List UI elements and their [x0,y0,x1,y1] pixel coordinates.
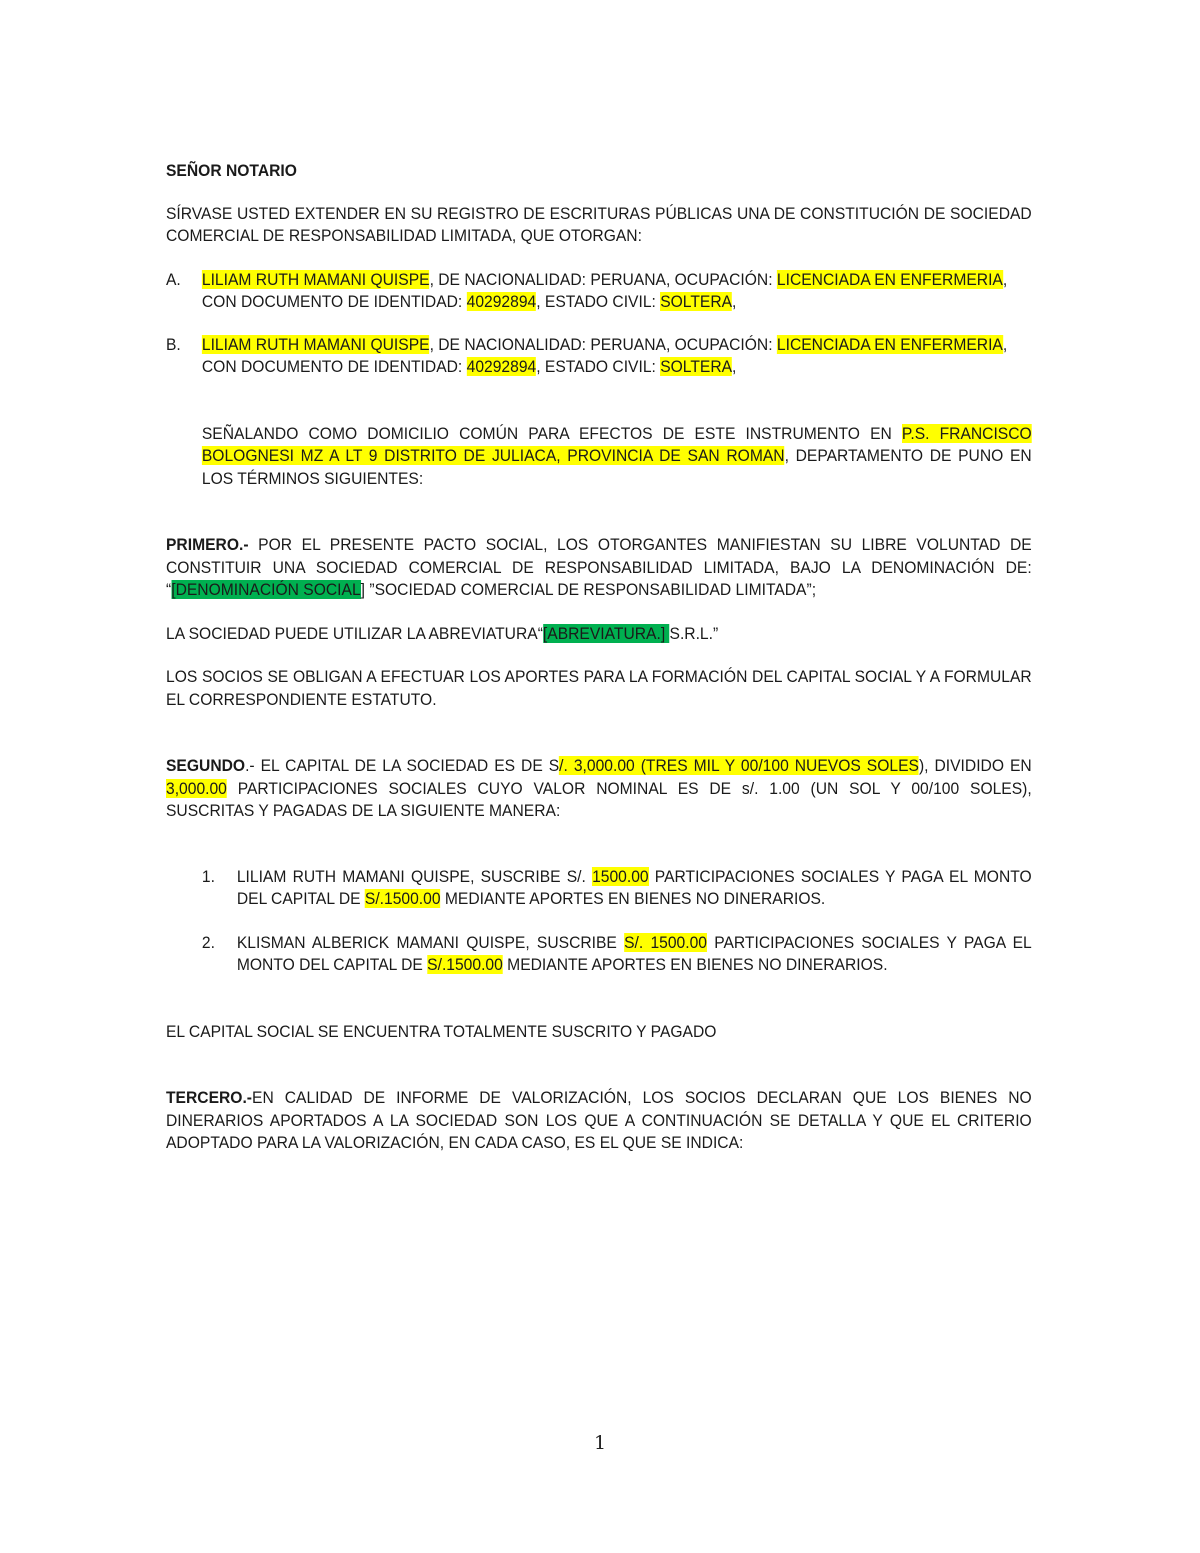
abreviatura-paragraph: LA SOCIEDAD PUEDE UTILIZAR LA ABREVIATURA“[ABREVIATURA.] S.R.L.” [166,623,719,643]
socios-paragraph: LOS SOCIOS SE OBLIGAN A EFECTUAR LOS APORTES PARA LA FORMACIÓN DEL CAPITAL SOCIAL Y A FORMULAR EL CORRESPONDIENTE ESTATUTO. [166,667,1032,709]
clause-primero: PRIMERO.- POR EL PRESENTE PACTO SOCIAL, LOS OTORGANTES MANIFIESTAN SU LIBRE VOLUNTAD DE CONSTITUIR UNA SOCIEDAD COMERCIAL DE RESPONSABILIDAD LIMITADA, BAJO LA DENOMINACIÓN DE: “[DENOMINACIÓN SOCIAL] ”SOCIEDAD COMERCIAL DE RESPONSABILIDAD LIMITADA”; [166,535,1032,599]
item-text: LILIAM RUTH MAMANI QUISPE, SUSCRIBE S/. 1500.00 PARTICIPACIONES SOCIALES Y PAGA EL MONTO DEL CAPITAL DE S/.1500.00 MEDIANTE APORTES EN BIENES NO DINERARIOS. [236,866,1032,908]
party-name: LILIAM RUTH MAMANI QUISPE [201,334,430,354]
domicile-address: P.S. FRANCISCO BOLOGNESI MZ A LT 9 DISTRITO DE JULIACA, PROVINCIA DE SAN ROMAN [201,423,1032,465]
abreviatura-placeholder: [ABREVIATURA.] [542,623,670,643]
party-occupation: LICENCIADA EN ENFERMERIA [776,334,1003,354]
aporte-item-1 [202,866,1032,911]
page-number: 1 [593,1432,607,1454]
party-b [166,334,1032,379]
capital-pagado-paragraph: EL CAPITAL SOCIAL SE ENCUENTRA TOTALMENTE SUSCRITO Y PAGADO [166,1021,717,1041]
item-number: 1. [201,866,215,886]
participaciones-count: 3,000.00 [166,778,227,798]
clause-label: PRIMERO.- [166,535,249,554]
heading: SEÑOR NOTARIO [166,161,297,180]
document-body [166,160,1032,1176]
aporte-item-2 [202,932,1032,977]
party-label: A. [166,269,181,289]
clause-tercero: TERCERO.-EN CALIDAD DE INFORME DE VALORIZACIÓN, LOS SOCIOS DECLARAN QUE LOS BIENES NO DINERARIOS APORTADOS A LA SOCIEDAD SON LOS QUE A CONTINUACIÓN SE DETALLA Y QUE EL CRITERIO ADOPTADO PARA LA VALORIZACIÓN, EN CADA CASO, ES EL QUE SE INDICA: [166,1088,1032,1152]
aporte-amount: S/. 1500.00 [624,932,707,952]
party-text: LILIAM RUTH MAMANI QUISPE, DE NACIONALIDAD: PERUANA, OCUPACIÓN: LICENCIADA EN ENFERMERIA, CON DOCUMENTO DE IDENTIDAD: 40292894, ESTADO CIVIL: SOLTERA, [201,269,1008,311]
party-label: B. [166,334,181,354]
party-civil-status: SOLTERA [660,292,733,311]
domicile-paragraph: SEÑALANDO COMO DOMICILIO COMÚN PARA EFECTOS DE ESTE INSTRUMENTO EN P.S. FRANCISCO BOLOGNESI MZ A LT 9 DISTRITO DE JULIACA, PROVINCIA DE SAN ROMAN, DEPARTAMENTO DE PUNO EN LOS TÉRMINOS SIGUIENTES: [201,423,1032,488]
intro-paragraph: SÍRVASE USTED EXTENDER EN SU REGISTRO DE ESCRITURAS PÚBLICAS UNA DE CONSTITUCIÓN DE SOCIEDAD COMERCIAL DE RESPONSABILIDAD LIMITADA, QUE OTORGAN: [166,203,1032,245]
clause-segundo: SEGUNDO.- EL CAPITAL DE LA SOCIEDAD ES DE S/. 3,000.00 (TRES MIL Y 00/100 NUEVOS SOLES), DIVIDIDO EN 3,000.00 PARTICIPACIONES SOCIALES CUYO VALOR NOMINAL ES DE s/. 1.00 (UN SOL Y 00/100 SOLES), SUSCRITAS Y PAGADAS DE LA SIGUIENTE MANERA: [166,756,1032,820]
party-dni: 40292894 [466,292,537,311]
party-occupation: LICENCIADA EN ENFERMERIA [776,269,1003,289]
item-number: 2. [201,932,215,952]
party-a [166,269,1032,314]
party-dni: 40292894 [466,357,537,376]
party-civil-status: SOLTERA [660,357,733,376]
denominacion-social-placeholder: [DENOMINACIÓN SOCIAL [171,580,361,599]
party-name: LILIAM RUTH MAMANI QUISPE [201,269,430,289]
clause-label: SEGUNDO [166,756,246,775]
item-text: KLISMAN ALBERICK MAMANI QUISPE, SUSCRIBE S/. 1500.00 PARTICIPACIONES SOCIALES Y PAGA EL MONTO DEL CAPITAL DE S/.1500.00 MEDIANTE APORTES EN BIENES NO DINERARIOS. [236,932,1032,974]
aporte-capital: S/.1500.00 [427,955,503,974]
aporte-capital: S/.1500.00 [364,889,441,908]
aporte-amount: 1500.00 [592,866,649,886]
party-text: LILIAM RUTH MAMANI QUISPE, DE NACIONALIDAD: PERUANA, OCUPACIÓN: LICENCIADA EN ENFERMERIA, CON DOCUMENTO DE IDENTIDAD: 40292894, ESTADO CIVIL: SOLTERA, [201,334,1008,376]
clause-label: TERCERO.- [166,1088,253,1107]
capital-amount: /. 3,000.00 (TRES MIL Y 00/100 NUEVOS SOLES [559,756,919,775]
